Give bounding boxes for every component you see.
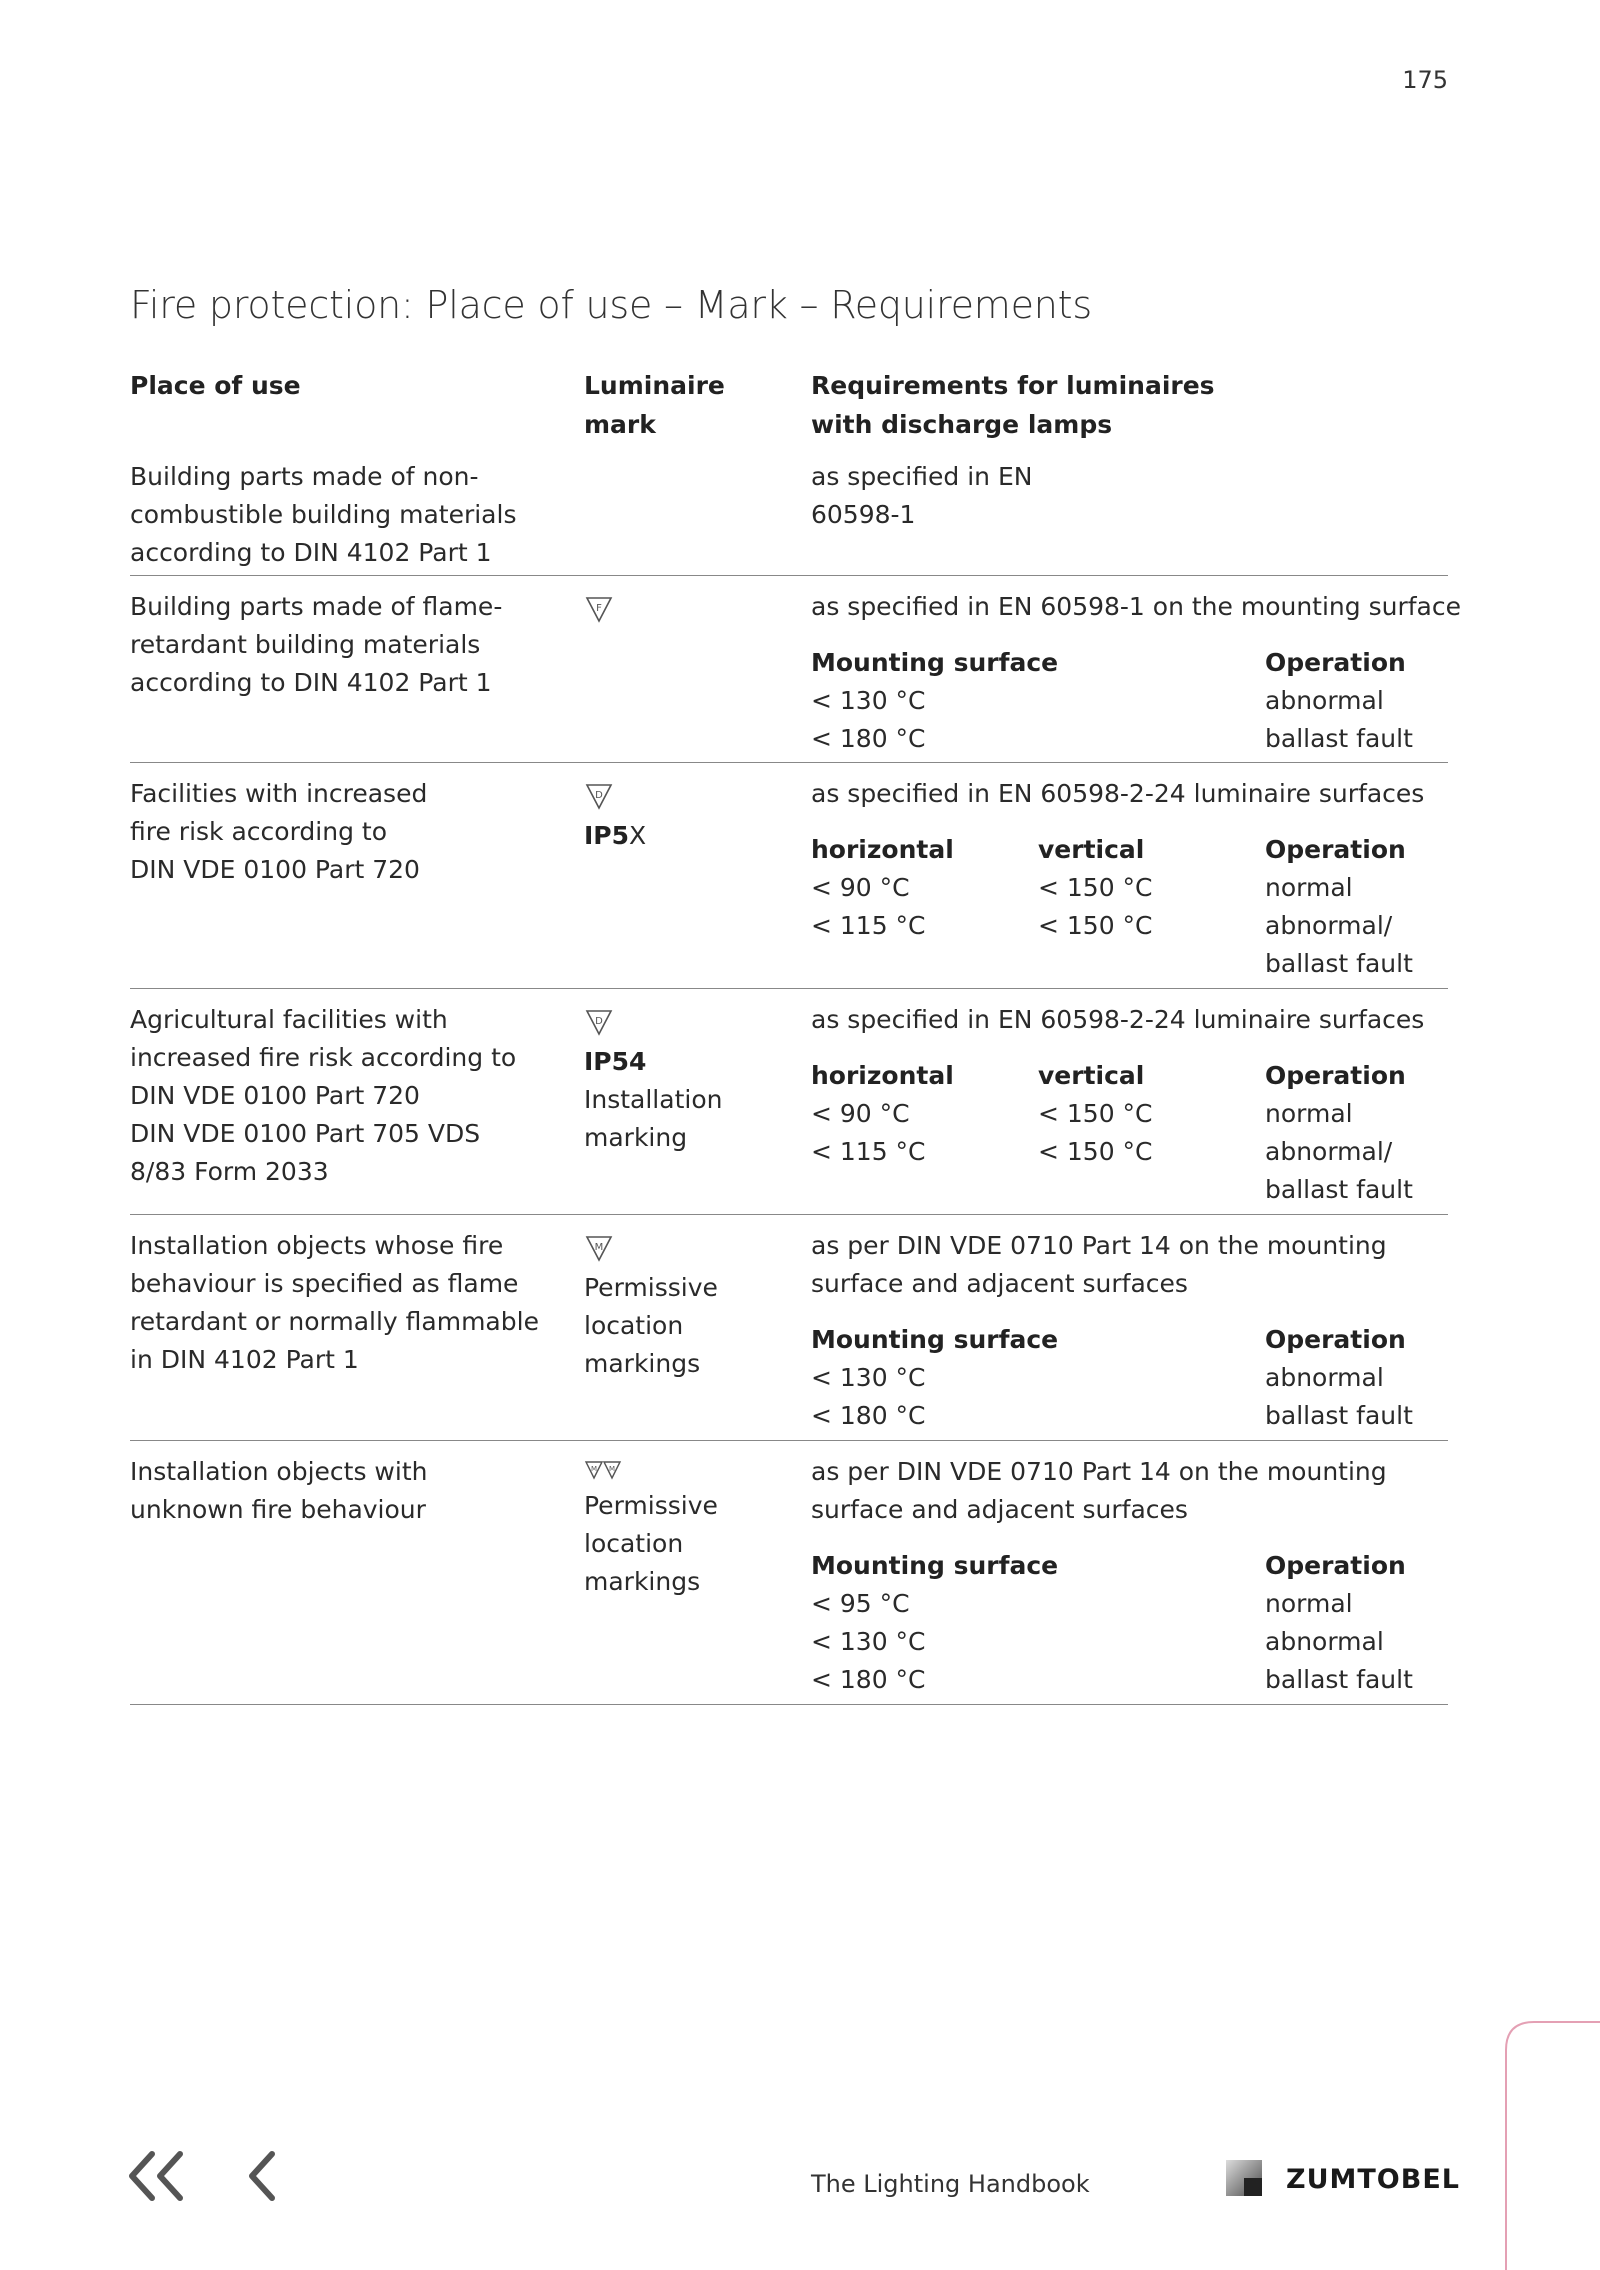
requirement-intro: as specified in EN bbox=[811, 462, 1033, 491]
place-of-use-cell bbox=[130, 458, 560, 572]
requirement-subheader bbox=[811, 831, 1451, 869]
subrow-cell: < 150 °C bbox=[1038, 911, 1153, 940]
requirement-subrow bbox=[811, 1133, 1451, 1171]
subrow-cell: < 150 °C bbox=[1038, 873, 1153, 902]
requirements-cell bbox=[811, 588, 1461, 758]
subrow-cell: ballast fault bbox=[1265, 724, 1413, 753]
footer-title: The Lighting Handbook bbox=[811, 2170, 1090, 2198]
requirements-cell bbox=[811, 1453, 1451, 1699]
dust-fire-risk-mark-icon bbox=[584, 781, 784, 815]
mark-text bbox=[584, 1345, 784, 1383]
mark-normal-text: location bbox=[584, 1529, 684, 1558]
requirement-intro: as per DIN VDE 0710 Part 14 on the mounting bbox=[811, 1457, 1387, 1486]
place-of-use-cell bbox=[130, 1453, 560, 1529]
subrow-cell: < 150 °C bbox=[1038, 1137, 1153, 1166]
table-row bbox=[130, 989, 1448, 1215]
requirement-subrow bbox=[811, 869, 1451, 907]
place-of-use-line: according to DIN 4102 Part 1 bbox=[130, 668, 492, 697]
place-of-use-line: Agricultural facilities with bbox=[130, 1005, 448, 1034]
subrow-cell: ballast fault bbox=[1265, 1401, 1413, 1430]
subheader-cell: horizontal bbox=[811, 1061, 954, 1090]
page-number: 175 bbox=[1402, 66, 1448, 94]
subrow-cell: < 90 °C bbox=[811, 1099, 910, 1128]
place-of-use-line: retardant building materials bbox=[130, 630, 481, 659]
requirement-subheader bbox=[811, 1547, 1451, 1585]
requirement-subheader bbox=[811, 1321, 1451, 1359]
spacer bbox=[811, 1529, 1451, 1547]
requirement-subheader bbox=[811, 644, 1451, 682]
subrow-cell: abnormal bbox=[1265, 1627, 1384, 1656]
table-row bbox=[130, 458, 1448, 576]
requirements-cell bbox=[811, 775, 1451, 983]
place-of-use-cell bbox=[130, 1227, 560, 1379]
table-header bbox=[130, 366, 1448, 458]
requirement-intro: surface and adjacent surfaces bbox=[811, 1269, 1188, 1298]
subrow-cell: < 130 °C bbox=[811, 1363, 926, 1392]
previous-page-button[interactable] bbox=[246, 2150, 282, 2206]
first-page-button[interactable] bbox=[124, 2150, 190, 2206]
requirement-subrow bbox=[811, 1171, 1451, 1209]
subheader-cell: Mounting surface bbox=[811, 648, 1059, 677]
logo-mark-icon bbox=[1226, 2160, 1266, 2198]
requirements-cell bbox=[811, 1227, 1451, 1435]
subheader-cell: Operation bbox=[1265, 1551, 1406, 1580]
place-of-use-line: DIN VDE 0100 Part 720 bbox=[130, 855, 420, 884]
svg-text:D: D bbox=[595, 790, 603, 801]
place-of-use-line: 8/83 Form 2033 bbox=[130, 1157, 329, 1186]
subrow-cell: < 115 °C bbox=[811, 911, 926, 940]
subrow-cell: normal bbox=[1265, 1589, 1353, 1618]
requirement-subrow bbox=[811, 720, 1451, 758]
subrow-cell: ballast fault bbox=[1265, 1175, 1413, 1204]
mark-text bbox=[584, 1563, 784, 1601]
requirement-subrow bbox=[811, 1585, 1451, 1623]
requirement-subrow bbox=[811, 1359, 1451, 1397]
subheader-cell: Operation bbox=[1265, 835, 1406, 864]
luminaire-mark-cell bbox=[584, 1231, 784, 1383]
subrow-cell: < 180 °C bbox=[811, 724, 926, 753]
subrow-cell: abnormal/ bbox=[1265, 1137, 1393, 1166]
place-of-use-line: Installation objects with bbox=[130, 1457, 428, 1486]
place-of-use-line: according to DIN 4102 Part 1 bbox=[130, 538, 492, 567]
header-requirements: Requirements for luminaires with discharge lamps bbox=[811, 371, 1215, 439]
subrow-cell: abnormal bbox=[1265, 686, 1384, 715]
page-title: Fire protection: Place of use – Mark – Requirements bbox=[130, 283, 1092, 327]
subrow-cell: < 90 °C bbox=[811, 873, 910, 902]
requirement-intro: as per DIN VDE 0710 Part 14 on the mounting bbox=[811, 1231, 1387, 1260]
requirement-subrow bbox=[811, 1623, 1451, 1661]
mark-normal-text: X bbox=[629, 821, 647, 850]
luminaire-mark-cell bbox=[584, 592, 784, 630]
subrow-cell: < 130 °C bbox=[811, 1627, 926, 1656]
place-of-use-line: fire risk according to bbox=[130, 817, 387, 846]
subrow-cell: normal bbox=[1265, 873, 1353, 902]
requirement-subrow bbox=[811, 682, 1451, 720]
spacer bbox=[811, 1039, 1451, 1057]
subrow-cell: ballast fault bbox=[1265, 949, 1413, 978]
header-place-of-use: Place of use bbox=[130, 371, 301, 400]
subrow-cell: < 115 °C bbox=[811, 1137, 926, 1166]
place-of-use-cell bbox=[130, 1001, 560, 1191]
requirement-intro: surface and adjacent surfaces bbox=[811, 1495, 1188, 1524]
double-chevron-left-icon bbox=[124, 2150, 190, 2202]
mark-text bbox=[584, 1487, 784, 1525]
mark-text bbox=[584, 1525, 784, 1563]
svg-text:D: D bbox=[595, 1016, 603, 1027]
requirement-intro: as specified in EN 60598-2-24 luminaire surfaces bbox=[811, 1005, 1425, 1034]
svg-text:M: M bbox=[608, 1465, 616, 1473]
requirement-intro: 60598-1 bbox=[811, 500, 916, 529]
svg-text:M: M bbox=[594, 1242, 604, 1253]
subrow-cell: < 150 °C bbox=[1038, 1099, 1153, 1128]
place-of-use-line: unknown fire behaviour bbox=[130, 1495, 426, 1524]
place-of-use-line: increased fire risk according to bbox=[130, 1043, 517, 1072]
subheader-cell: Mounting surface bbox=[811, 1325, 1059, 1354]
requirement-subrow bbox=[811, 1661, 1451, 1699]
requirement-intro: as specified in EN 60598-2-24 luminaire surfaces bbox=[811, 779, 1425, 808]
svg-text:M: M bbox=[590, 1465, 598, 1473]
place-of-use-line: Facilities with increased bbox=[130, 779, 428, 808]
subrow-cell: < 130 °C bbox=[811, 686, 926, 715]
requirement-subheader bbox=[811, 1057, 1451, 1095]
requirement-subrow bbox=[811, 1397, 1451, 1435]
double-furniture-mark-icon bbox=[584, 1459, 784, 1485]
mark-text bbox=[584, 1307, 784, 1345]
mark-text bbox=[584, 817, 784, 855]
subheader-cell: Mounting surface bbox=[811, 1551, 1059, 1580]
mark-bold-text: IP54 bbox=[584, 1047, 647, 1076]
place-of-use-line: behaviour is specified as flame bbox=[130, 1269, 519, 1298]
place-of-use-cell bbox=[130, 775, 560, 889]
mark-normal-text: markings bbox=[584, 1567, 701, 1596]
table-row bbox=[130, 763, 1448, 989]
subheader-cell: Operation bbox=[1265, 648, 1406, 677]
chevron-left-icon bbox=[246, 2150, 282, 2202]
dust-fire-risk-mark-icon bbox=[584, 1007, 784, 1041]
requirement-subrow bbox=[811, 945, 1451, 983]
mark-text bbox=[584, 1081, 784, 1119]
place-of-use-line: Building parts made of non- bbox=[130, 462, 479, 491]
requirement-intro: as specified in EN 60598-1 on the mounting surface bbox=[811, 592, 1461, 621]
subheader-cell: Operation bbox=[1265, 1325, 1406, 1354]
subrow-cell: abnormal bbox=[1265, 1363, 1384, 1392]
subrow-cell: abnormal/ bbox=[1265, 911, 1393, 940]
fire-protection-table bbox=[130, 366, 1461, 1705]
mark-text bbox=[584, 1269, 784, 1307]
spacer bbox=[811, 626, 1451, 644]
subrow-cell: < 95 °C bbox=[811, 1589, 910, 1618]
flame-retardant-mark-icon bbox=[584, 594, 784, 628]
mark-normal-text: markings bbox=[584, 1349, 701, 1378]
mark-normal-text: Installation bbox=[584, 1085, 723, 1114]
mark-normal-text: location bbox=[584, 1311, 684, 1340]
mark-normal-text: Permissive bbox=[584, 1273, 718, 1302]
place-of-use-line: DIN VDE 0100 Part 720 bbox=[130, 1081, 420, 1110]
furniture-mark-icon bbox=[584, 1233, 784, 1267]
subrow-cell: < 180 °C bbox=[811, 1665, 926, 1694]
table-row bbox=[130, 576, 1461, 763]
table-body bbox=[130, 458, 1461, 1705]
side-tab[interactable] bbox=[1504, 2020, 1600, 2270]
mark-bold-text: IP5 bbox=[584, 821, 630, 850]
place-of-use-line: in DIN 4102 Part 1 bbox=[130, 1345, 359, 1374]
subheader-cell: Operation bbox=[1265, 1061, 1406, 1090]
header-luminaire-mark: Luminaire mark bbox=[584, 371, 725, 439]
table-row bbox=[130, 1215, 1448, 1441]
place-of-use-line: DIN VDE 0100 Part 705 VDS bbox=[130, 1119, 481, 1148]
spacer bbox=[811, 1303, 1451, 1321]
svg-text:F: F bbox=[596, 603, 602, 614]
mark-text bbox=[584, 1043, 784, 1081]
subrow-cell: normal bbox=[1265, 1099, 1353, 1128]
mark-normal-text: Permissive bbox=[584, 1491, 718, 1520]
requirement-subrow bbox=[811, 1095, 1451, 1133]
spacer bbox=[811, 813, 1451, 831]
luminaire-mark-cell bbox=[584, 1457, 784, 1601]
table-row bbox=[130, 1441, 1448, 1705]
brand-name: ZUMTOBEL bbox=[1286, 2164, 1460, 2195]
mark-normal-text: marking bbox=[584, 1123, 688, 1152]
place-of-use-line: retardant or normally flammable bbox=[130, 1307, 539, 1336]
subheader-cell: vertical bbox=[1038, 835, 1145, 864]
place-of-use-cell bbox=[130, 588, 560, 702]
place-of-use-line: Installation objects whose fire bbox=[130, 1231, 504, 1260]
luminaire-mark-cell bbox=[584, 779, 784, 855]
subheader-cell: horizontal bbox=[811, 835, 954, 864]
requirement-subrow bbox=[811, 907, 1451, 945]
mark-text bbox=[584, 1119, 784, 1157]
subrow-cell: < 180 °C bbox=[811, 1401, 926, 1430]
luminaire-mark-cell bbox=[584, 1005, 784, 1157]
requirements-cell bbox=[811, 458, 1451, 534]
place-of-use-line: combustible building materials bbox=[130, 500, 517, 529]
requirements-cell bbox=[811, 1001, 1451, 1209]
place-of-use-line: Building parts made of flame- bbox=[130, 592, 503, 621]
subrow-cell: ballast fault bbox=[1265, 1665, 1413, 1694]
subheader-cell: vertical bbox=[1038, 1061, 1145, 1090]
